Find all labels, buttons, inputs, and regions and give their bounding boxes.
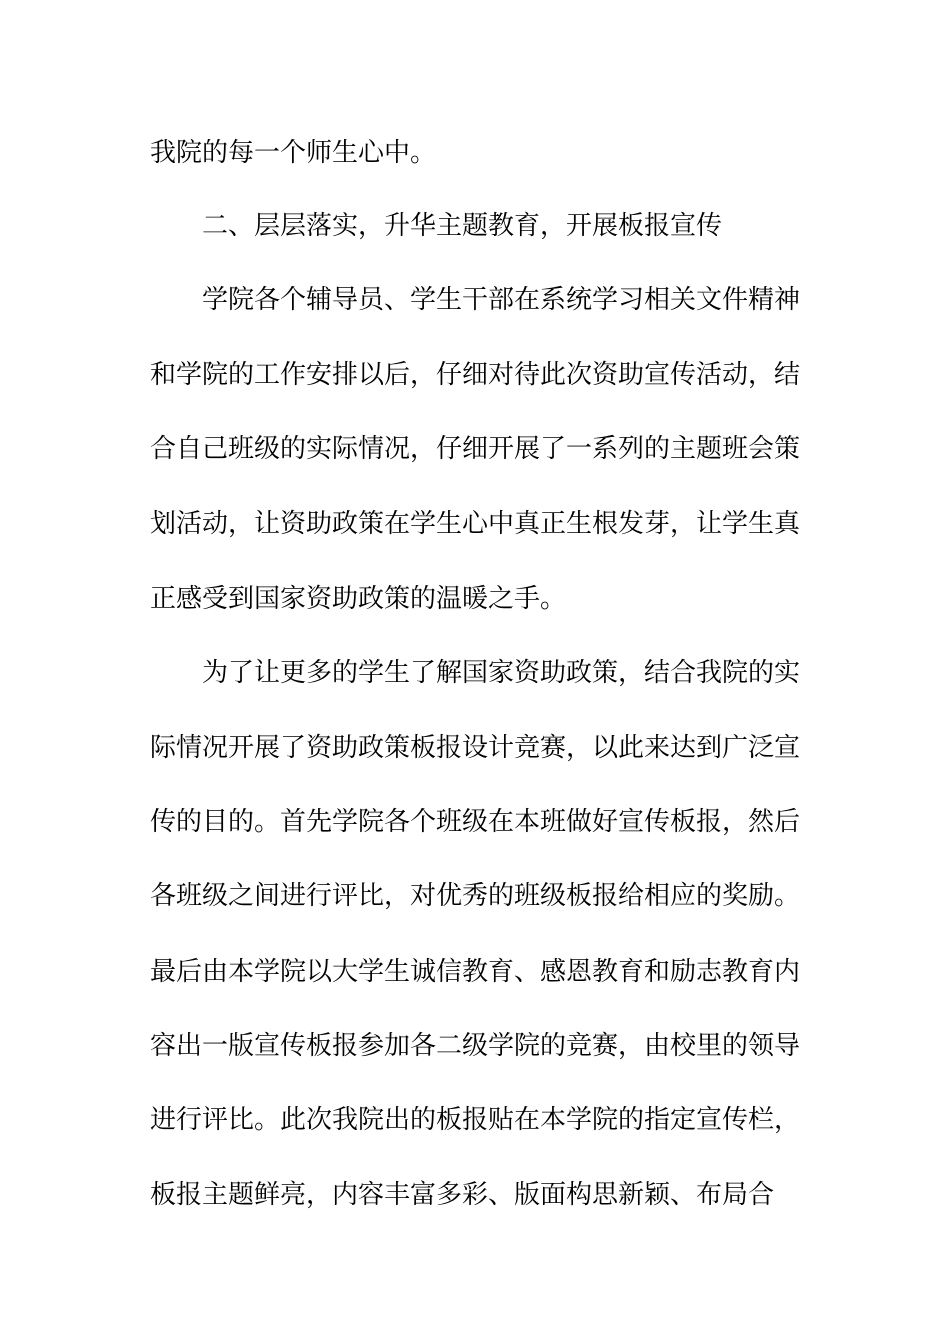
section-heading: 二、层层落实，升华主题教育，开展板报宣传 xyxy=(202,211,723,241)
paragraph-line: 进行评比。此次我院出的板报贴在本学院的指定宣传栏， xyxy=(150,1105,800,1135)
paragraph-line: 学院各个辅导员、学生干部在系统学习相关文件精神 xyxy=(202,285,800,315)
paragraph-line: 为了让更多的学生了解国家资助政策，结合我院的实 xyxy=(202,658,800,688)
paragraph-line: 正感受到国家资助政策的温暖之手。 xyxy=(150,584,567,614)
paragraph-line: 传的目的。首先学院各个班级在本班做好宣传板报，然后 xyxy=(150,807,800,837)
paragraph-line-continuation: 我院的每一个师生心中。 xyxy=(150,138,437,168)
paragraph-line: 合自己班级的实际情况，仔细开展了一系列的主题班会策 xyxy=(150,434,800,464)
paragraph-line: 划活动，让资助政策在学生心中真正生根发芽，让学生真 xyxy=(150,509,800,539)
paragraph-line: 和学院的工作安排以后，仔细对待此次资助宣传活动，结 xyxy=(150,360,800,390)
paragraph-line: 际情况开展了资助政策板报设计竞赛，以此来达到广泛宣 xyxy=(150,733,800,763)
paragraph-line: 最后由本学院以大学生诚信教育、感恩教育和励志教育内 xyxy=(150,957,800,987)
paragraph-line: 板报主题鲜亮，内容丰富多彩、版面构思新颖、布局合 xyxy=(150,1180,775,1210)
paragraph-line: 各班级之间进行评比，对优秀的班级板报给相应的奖励。 xyxy=(150,881,800,911)
paragraph-line: 容出一版宣传板报参加各二级学院的竞赛，由校里的领导 xyxy=(150,1031,800,1061)
